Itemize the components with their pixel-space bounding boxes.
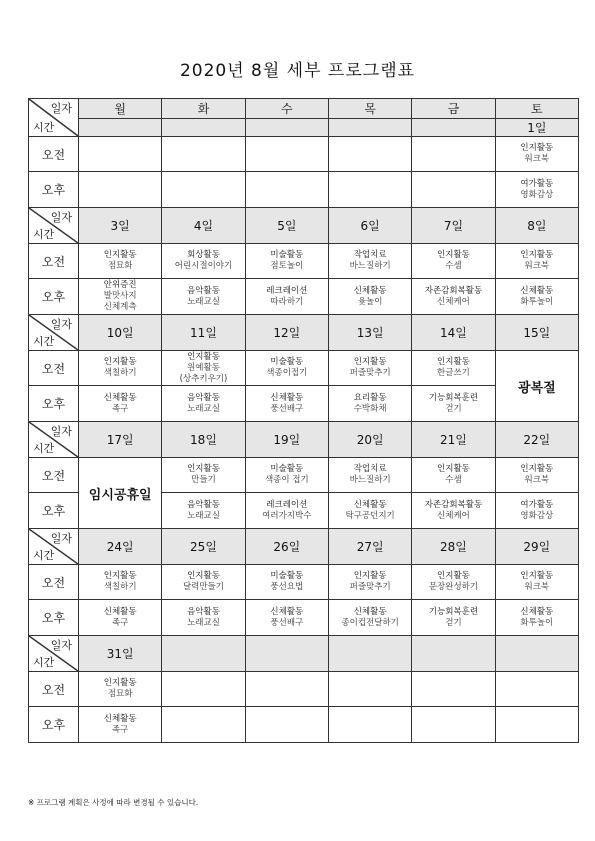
program-category: 신체활동	[520, 606, 554, 617]
program-cell	[328, 458, 411, 493]
program-category: 여가활동	[520, 499, 554, 510]
program-activity: 수박화채	[353, 403, 387, 414]
date-cell: 11일	[162, 315, 245, 351]
program-category: 미술활동	[270, 250, 304, 260]
program-cell	[162, 351, 245, 386]
program-activity: 노래교실	[187, 296, 220, 307]
program-category: 음악활동	[187, 285, 220, 296]
corner-date-label: 일자	[50, 639, 72, 652]
program-cell	[79, 707, 162, 743]
program-category: 인지활동	[353, 357, 387, 367]
weekday-label: 토	[495, 99, 578, 119]
program-cell	[495, 137, 578, 172]
program-cell	[328, 351, 411, 386]
program-category: 인지활동	[353, 571, 387, 581]
date-cell	[328, 636, 411, 672]
program-cell	[328, 386, 411, 422]
program-activity: 점묘화	[107, 689, 133, 699]
weekday-label: 화	[162, 99, 245, 119]
program-cell	[328, 172, 411, 208]
program-category: 인지활동	[520, 250, 554, 260]
corner-time-label: 시간	[33, 121, 55, 134]
date-cell: 22일	[495, 422, 578, 458]
program-cell	[328, 565, 411, 600]
date-cell	[495, 636, 578, 672]
program-category: 인지활동	[520, 143, 554, 153]
program-category: 신체활동	[353, 606, 387, 617]
date-cell	[162, 636, 245, 672]
program-cell	[162, 600, 245, 636]
program-category: 인지활동	[103, 571, 137, 581]
program-category: 자존감회복활동	[424, 499, 483, 510]
program-activity: 퍼즐맞추기	[349, 582, 391, 592]
date-cell: 10일	[79, 315, 162, 351]
program-cell	[328, 244, 411, 279]
program-cell	[162, 172, 245, 208]
program-activity: 종이컵전달하기	[341, 617, 399, 628]
program-category: 신체활동	[353, 499, 387, 510]
morning-row	[29, 458, 579, 493]
weekday-label: 금	[412, 99, 495, 119]
program-activity: 화투놀이	[520, 296, 554, 307]
program-cell	[412, 351, 495, 386]
program-activity: 원예활동	[187, 362, 220, 373]
program-cell	[79, 565, 162, 600]
program-category: 작업치료	[353, 464, 387, 474]
program-category: 음악활동	[187, 606, 220, 617]
weekday-label: 수	[245, 99, 328, 119]
program-cell	[495, 279, 578, 315]
date-cell: 20일	[328, 422, 411, 458]
program-cell	[495, 172, 578, 208]
program-cell	[79, 137, 162, 172]
program-category: 신체활동	[270, 606, 304, 617]
program-category: 인지활동	[437, 250, 470, 260]
program-category: 인지활동	[103, 250, 137, 260]
program-activity: 색종이접기	[266, 368, 308, 378]
program-category: 기능회복훈련	[428, 606, 479, 617]
holiday-label: 임시공휴일	[88, 487, 152, 503]
program-cell	[495, 493, 578, 529]
program-category: 자존감회복활동	[424, 285, 483, 296]
period-label: 오전	[29, 672, 79, 707]
afternoon-row	[29, 172, 579, 208]
date-cell	[245, 636, 328, 672]
period-label: 오후	[29, 172, 79, 208]
program-cell	[328, 600, 411, 636]
date-cell: 25일	[162, 529, 245, 565]
program-category: 인지활동	[103, 357, 137, 367]
program-cell	[328, 279, 411, 315]
program-activity: 영화감상	[520, 510, 554, 521]
program-cell	[328, 493, 411, 529]
program-activity: 퍼즐맞추기	[349, 368, 391, 378]
program-activity: 족구	[111, 724, 129, 735]
date-cell: 13일	[328, 315, 411, 351]
corner-time-label: 시간	[33, 335, 55, 348]
program-cell	[495, 458, 578, 493]
program-cell	[162, 137, 245, 172]
program-cell	[495, 565, 578, 600]
corner-time-label: 시간	[33, 442, 55, 455]
program-category: 인지활동	[520, 464, 554, 474]
date-cell: 5일	[245, 208, 328, 244]
program-category: 신체활동	[103, 606, 137, 617]
date-cell: 26일	[245, 529, 328, 565]
program-category: 인지활동	[187, 571, 220, 581]
program-activity: 신체계측	[103, 302, 137, 312]
date-cell: 19일	[245, 422, 328, 458]
footnote: ※ 프로그램 계획은 사정에 따라 변경될 수 있습니다.	[28, 798, 199, 807]
program-cell	[495, 600, 578, 636]
program-cell	[79, 600, 162, 636]
date-cell: 24일	[79, 529, 162, 565]
corner-date-label: 일자	[50, 532, 72, 545]
date-cell: 27일	[328, 529, 411, 565]
program-category: 미술활동	[270, 571, 304, 581]
corner-header-cell	[29, 422, 79, 458]
date-cell	[328, 119, 411, 137]
weekday-label: 월	[79, 99, 162, 119]
program-cell	[245, 172, 328, 208]
program-activity: 탁구공던지기	[345, 510, 395, 521]
program-category: 신체활동	[270, 392, 304, 403]
program-category: 안위증진	[103, 280, 137, 290]
program-cell	[495, 707, 578, 743]
period-label: 오후	[29, 279, 79, 315]
program-cell	[245, 351, 328, 386]
program-cell	[162, 565, 245, 600]
program-cell	[412, 565, 495, 600]
program-activity: (상추키우기)	[179, 373, 228, 384]
program-activity: 풍선배구	[270, 617, 304, 628]
date-cell: 6일	[328, 208, 411, 244]
program-schedule-table	[28, 98, 579, 743]
program-category: 회상활동	[187, 250, 220, 260]
program-activity: 여러가지박수	[262, 510, 312, 521]
program-cell	[412, 707, 495, 743]
afternoon-row	[29, 279, 579, 315]
program-category: 요리활동	[353, 392, 387, 403]
program-category: 미술활동	[270, 464, 304, 474]
program-activity: 한글쓰기	[437, 368, 470, 378]
corner-date-label: 일자	[50, 425, 72, 438]
period-label: 오전	[29, 244, 79, 279]
program-activity: 풍선배구	[270, 403, 304, 414]
program-cell	[79, 386, 162, 422]
program-cell	[412, 244, 495, 279]
program-category: 인지활동	[437, 357, 470, 367]
date-cell	[412, 119, 495, 137]
program-activity: 노래교실	[187, 510, 220, 521]
program-activity: 워크북	[524, 261, 550, 271]
date-row	[29, 208, 579, 244]
program-activity: 점묘화	[107, 261, 133, 271]
program-activity: 족구	[111, 403, 129, 414]
program-category: 신체활동	[103, 713, 137, 724]
date-row	[29, 529, 579, 565]
date-cell: 1일	[495, 119, 578, 137]
program-cell	[412, 137, 495, 172]
program-cell	[162, 279, 245, 315]
program-category: 인지활동	[103, 678, 137, 688]
program-cell	[162, 707, 245, 743]
program-cell	[79, 244, 162, 279]
program-category: 인지활동	[520, 571, 554, 581]
program-category: 작업치료	[353, 250, 387, 260]
program-activity: 워크북	[524, 154, 550, 164]
program-category: 신체활동	[353, 285, 387, 296]
program-activity: 발맛사지	[103, 291, 137, 301]
program-cell	[412, 458, 495, 493]
date-cell: 28일	[412, 529, 495, 565]
date-cell: 29일	[495, 529, 578, 565]
program-cell	[79, 172, 162, 208]
corner-date-label: 일자	[50, 318, 72, 331]
date-cell: 3일	[79, 208, 162, 244]
program-activity: 색칠하기	[103, 582, 137, 592]
date-cell: 12일	[245, 315, 328, 351]
corner-header-cell	[29, 315, 79, 351]
program-cell	[245, 600, 328, 636]
date-cell: 31일	[79, 636, 162, 672]
date-cell: 7일	[412, 208, 495, 244]
program-activity: 걷기	[445, 617, 462, 628]
period-label: 오전	[29, 137, 79, 172]
date-cell: 21일	[412, 422, 495, 458]
program-activity: 수셈	[445, 475, 462, 485]
corner-time-label: 시간	[33, 228, 55, 241]
program-cell	[245, 244, 328, 279]
corner-header-cell	[29, 99, 79, 137]
morning-row	[29, 565, 579, 600]
program-cell	[412, 493, 495, 529]
corner-header-cell	[29, 208, 79, 244]
program-activity: 노래교실	[187, 403, 220, 414]
program-cell	[245, 493, 328, 529]
program-activity: 색칠하기	[103, 368, 137, 378]
program-category: 음악활동	[187, 392, 220, 403]
program-cell	[162, 458, 245, 493]
program-category: 인지활동	[437, 464, 470, 474]
program-activity: 문장완성하기	[428, 582, 479, 592]
program-category: 여가활동	[520, 178, 554, 189]
program-cell	[495, 244, 578, 279]
program-activity: 윷놀이	[357, 296, 383, 307]
program-category: 기능회복훈련	[428, 392, 479, 403]
period-label: 오전	[29, 351, 79, 386]
program-activity: 풍선요법	[270, 582, 304, 592]
program-activity: 영화감상	[520, 189, 554, 200]
program-cell	[162, 493, 245, 529]
program-cell	[412, 279, 495, 315]
program-activity: 어린시절이야기	[174, 261, 233, 271]
corner-date-label: 일자	[50, 211, 72, 224]
morning-row	[29, 351, 579, 386]
date-row	[29, 422, 579, 458]
date-cell: 17일	[79, 422, 162, 458]
program-activity: 달력만들기	[182, 582, 225, 592]
program-activity: 색종이 접기	[264, 475, 309, 485]
program-cell	[162, 244, 245, 279]
program-cell	[412, 672, 495, 707]
date-cell	[79, 119, 162, 137]
corner-time-label: 시간	[33, 549, 55, 562]
program-category: 레크레이션	[266, 285, 308, 296]
date-cell: 15일	[495, 315, 578, 351]
date-cell	[412, 636, 495, 672]
program-cell	[79, 279, 162, 315]
morning-row	[29, 244, 579, 279]
program-cell	[412, 172, 495, 208]
program-category: 음악활동	[187, 499, 220, 510]
program-cell	[412, 600, 495, 636]
program-activity: 신체케어	[437, 296, 470, 307]
program-activity: 신체케어	[437, 510, 470, 521]
period-label: 오후	[29, 707, 79, 743]
program-cell	[245, 672, 328, 707]
program-category: 인지활동	[187, 464, 220, 474]
program-activity: 워크북	[524, 475, 550, 485]
morning-row	[29, 672, 579, 707]
program-activity: 바느질하기	[349, 475, 391, 485]
date-cell: 4일	[162, 208, 245, 244]
program-cell	[79, 351, 162, 386]
program-activity: 따라하기	[270, 296, 304, 307]
date-cell: 8일	[495, 208, 578, 244]
program-category: 인지활동	[187, 351, 220, 362]
program-cell	[245, 707, 328, 743]
program-category: 레크레이션	[266, 499, 308, 510]
period-label: 오후	[29, 600, 79, 636]
holiday-cell	[79, 458, 162, 529]
date-cell	[162, 119, 245, 137]
holiday-cell	[495, 351, 578, 422]
program-cell	[245, 386, 328, 422]
afternoon-row	[29, 707, 579, 743]
program-activity: 걷기	[445, 403, 462, 414]
corner-time-label: 시간	[33, 656, 55, 669]
date-row	[29, 119, 579, 137]
program-cell	[79, 672, 162, 707]
period-label: 오전	[29, 458, 79, 493]
period-label: 오전	[29, 565, 79, 600]
program-activity: 수셈	[445, 261, 462, 271]
weekday-header-row	[29, 99, 579, 119]
date-row	[29, 636, 579, 672]
program-cell	[245, 137, 328, 172]
program-cell	[162, 672, 245, 707]
weekday-label: 목	[328, 99, 411, 119]
program-activity: 워크북	[524, 582, 550, 592]
program-activity: 만들기	[191, 475, 216, 485]
corner-date-label: 일자	[50, 102, 72, 115]
program-activity: 바느질하기	[349, 261, 391, 271]
program-cell	[412, 386, 495, 422]
program-cell	[245, 565, 328, 600]
date-cell: 14일	[412, 315, 495, 351]
corner-header-cell	[29, 636, 79, 672]
date-cell: 18일	[162, 422, 245, 458]
page-title: 2020년 8월 세부 프로그램표	[179, 61, 416, 81]
date-row	[29, 315, 579, 351]
program-activity: 점토놀이	[270, 261, 304, 271]
program-category: 인지활동	[437, 571, 470, 581]
program-cell	[495, 672, 578, 707]
corner-header-cell	[29, 529, 79, 565]
program-activity: 노래교실	[187, 617, 220, 628]
morning-row	[29, 137, 579, 172]
period-label: 오후	[29, 493, 79, 529]
program-category: 신체활동	[520, 285, 554, 296]
program-cell	[328, 672, 411, 707]
afternoon-row	[29, 600, 579, 636]
program-cell	[328, 707, 411, 743]
program-category: 신체활동	[103, 392, 137, 403]
period-label: 오후	[29, 386, 79, 422]
date-cell	[245, 119, 328, 137]
program-cell	[245, 279, 328, 315]
program-category: 미술활동	[270, 357, 304, 367]
program-activity: 족구	[111, 617, 129, 628]
program-cell	[328, 137, 411, 172]
holiday-label: 광복절	[517, 380, 556, 396]
program-cell	[162, 386, 245, 422]
program-cell	[245, 458, 328, 493]
program-activity: 화투놀이	[520, 617, 554, 628]
